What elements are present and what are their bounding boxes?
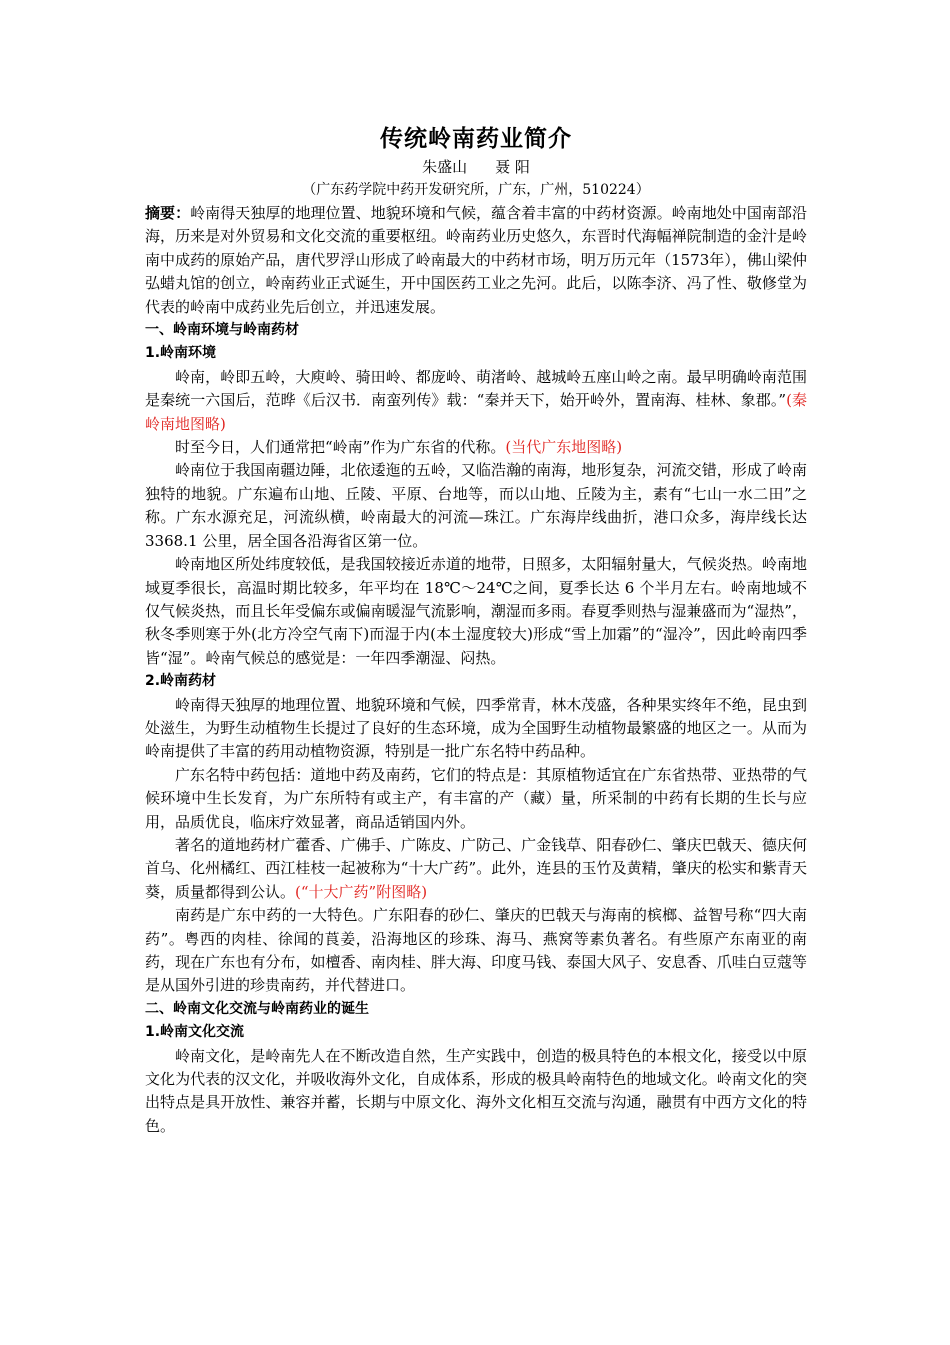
subsection-heading: 2.岭南药材	[145, 673, 217, 690]
body-paragraph	[145, 366, 807, 436]
body-paragraph: 岭南位于我国南疆边陲，北依逶迤的五岭，又临浩瀚的南海，地形复杂，河流交错，形成了岭南独特的地貌。广东遍布山地、丘陵、平原、台地等，而以山地、丘陵为主，素有“七山一水二田”之称。广东水源充足，河流纵横，岭南最大的河流—珠江。广东海岸线曲折，港口众多，海岸线长达 3368.1 公里，居全国各沿海省区第一位。	[145, 461, 807, 550]
affiliation: （广东药学院中药开发研究所，广东，广州，510224）	[302, 182, 650, 198]
paragraph-text: 岭南，岭即五岭，大庾岭、骑田岭、都庞岭、萌渚岭、越城岭五座山岭之南。最早明确岭南范围是秦统一六国后，范晔《后汉书．南蛮列传》载：“秦并天下，始开岭外，置南海、桂林、象郡。”	[145, 367, 807, 410]
figure-note: (当代广东地图略)	[505, 438, 623, 457]
abstract-paragraph	[145, 202, 807, 319]
body-paragraph: 广东名特中药包括：道地中药及南药，它们的特点是：其原植物适宜在广东省热带、亚热带的气候环境中生长发育，为广东所特有或主产，有丰富的产（藏）量，所采制的中药有长期的生长与应用，品质优良，临床疗效显著，商品适销国内外。	[145, 765, 807, 831]
figure-note: (“十大广药”附图略)	[295, 882, 428, 901]
paragraph-text: 时至今日，人们通常把“岭南”作为广东省的代称。	[175, 438, 506, 457]
body-paragraph: 岭南地区所处纬度较低，是我国较接近赤道的地带，日照多，太阳辐射量大，气候炎热。岭南地域夏季很长，高温时期比较多，年平均在 18℃～24℃之间，夏季长达 6 个半月左右。岭南地域不仅气候炎热，而且长年受偏东或偏南暖湿气流影响，潮湿而多雨。春夏季则热与湿兼盛而为“湿热”，秋冬季则寒于外(北方冷空气南下)而湿于内(本土湿度较大)形成“雪上加霜”的“湿冷”，因此岭南四季皆“湿”。岭南气候总的感觉是：一年四季潮湿、闷热。	[145, 555, 807, 667]
body-paragraph: 岭南文化，是岭南先人在不断改造自然，生产实践中，创造的极具特色的本根文化，接受以中原文化为代表的汉文化，并吸收海外文化，自成体系，形成的极具岭南特色的地域文化。岭南文化的突出特点是具开放性、兼容并蓄，长期与中原文化、海外文化相互交流与沟通，融贯有中西方文化的特色。	[145, 1046, 807, 1135]
section-heading: 二、岭南文化交流与岭南药业的诞生	[145, 1000, 369, 1017]
document-page	[145, 122, 807, 1138]
document-title: 传统岭南药业简介	[380, 126, 572, 152]
figure-note: (秦岭南地图略)	[145, 391, 808, 433]
author-name: 朱盛山	[422, 158, 468, 176]
subsection-heading: 1.岭南文化交流	[145, 1024, 245, 1041]
abstract-text: 岭南得天独厚的地理位置、地貌环境和气候，蕴含着丰富的中药材资源。岭南地处中国南部沿海，历来是对外贸易和文化交流的重要枢纽。岭南药业历史悠久，东晋时代海幅禅院制造的金汁是岭南中成药的原始产品，唐代罗浮山形成了岭南最大的中药材市场，明万历元年（1573年），佛山梁仲弘蜡丸馆的创立，岭南药业正式诞生，开中国医药工业之先河。此后，以陈李济、冯了性、敬修堂为代表的岭南中成药业先后创立，并迅速发展。	[145, 204, 807, 316]
paragraph-text: 著名的道地药材广藿香、广佛手、广陈皮、广防己、广金钱草、阳春砂仁、肇庆巴戟天、德庆何首乌、化州橘红、西江桂枝一起被称为“十大广药”。此外，连县的玉竹及黄精，肇庆的松实和紫青天葵，质量都得到公认。	[145, 835, 807, 901]
body-paragraph: 南药是广东中药的一大特色。广东阳春的砂仁、肇庆的巴戟天与海南的槟榔、益智号称“四大南药”。粤西的肉桂、徐闻的莨姜，沿海地区的珍珠、海马、燕窝等素负著名。有些原产东南亚的南药，现在广东也有分布，如檀香、南肉桂、胖大海、印度马钱、泰国大风子、安息香、爪哇白豆蔻等是从国外引进的珍贵南药，并代替进口。	[145, 906, 807, 995]
author-line	[145, 156, 807, 179]
author-name: 聂 阳	[495, 158, 530, 176]
body-paragraph	[145, 834, 807, 904]
body-paragraph	[145, 436, 807, 459]
subsection-heading: 1.岭南环境	[145, 345, 217, 362]
section-heading: 一、岭南环境与岭南药材	[145, 322, 299, 339]
body-paragraph: 岭南得天独厚的地理位置、地貌环境和气候，四季常青，林木茂盛，各种果实终年不绝，昆虫到处滋生，为野生动植物生长提过了良好的生态环境，成为全国野生动植物最繁盛的地区之一。从而为岭南提供了丰富的药用动植物资源，特别是一批广东名特中药品种。	[145, 695, 807, 761]
abstract-label: 摘要：	[145, 204, 191, 222]
